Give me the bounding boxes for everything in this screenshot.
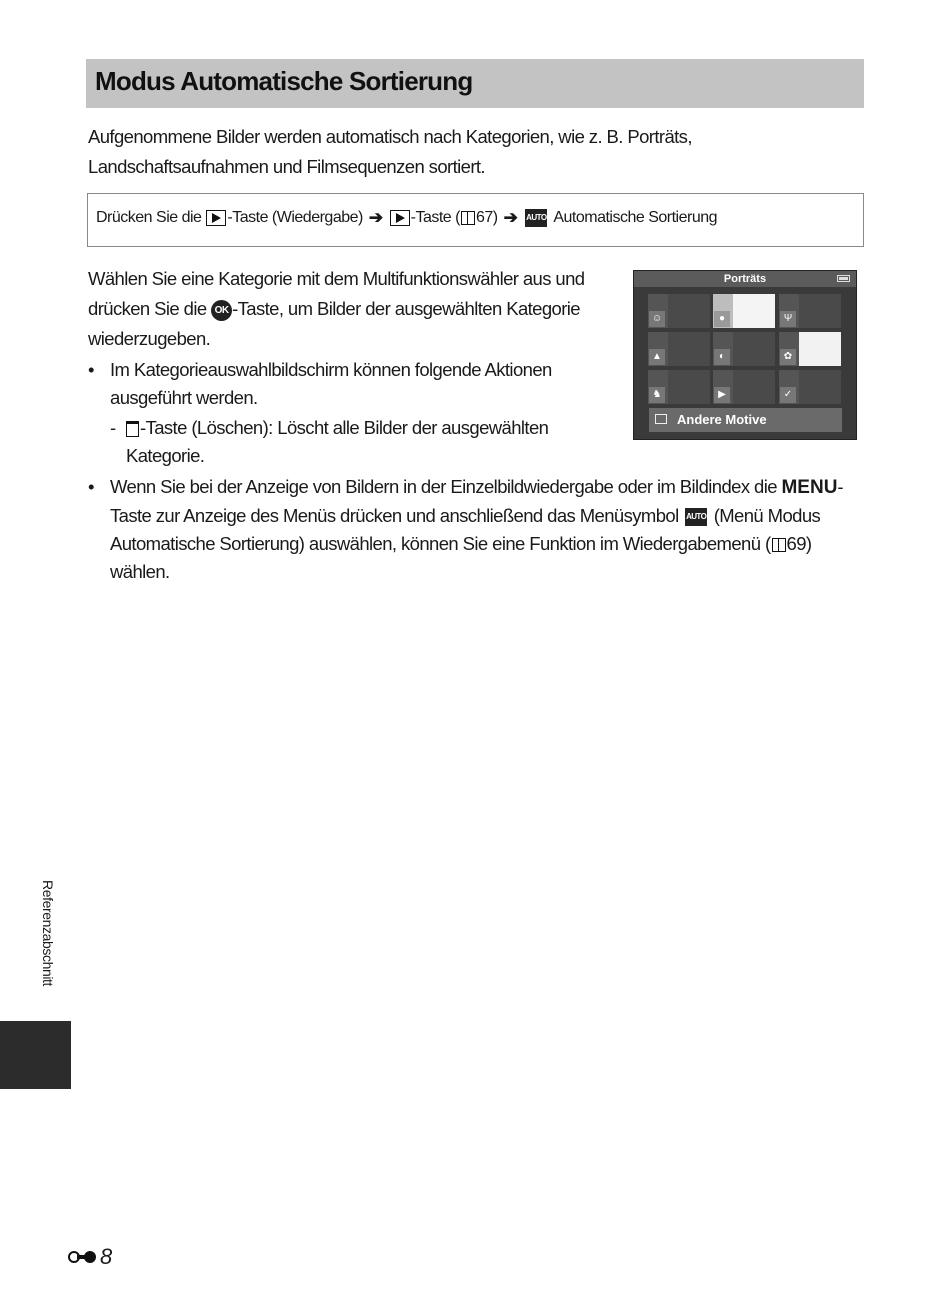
arrow-right-icon: ➔: [503, 208, 518, 227]
page-number: 8: [100, 1244, 113, 1269]
auto-sort-icon: AUTO: [525, 209, 547, 227]
other-scenes-bar: [649, 408, 842, 432]
food-icon: Ψ: [780, 311, 796, 327]
category-cell-pet: [648, 370, 710, 404]
dash-marker: -: [110, 417, 116, 438]
category-cell-portrait: [713, 294, 775, 328]
ok-button-icon: OK: [211, 300, 232, 321]
playback-icon: [390, 210, 410, 226]
dusk-icon: ◐: [714, 349, 730, 365]
path-mode-label: Automatische Sortierung: [553, 209, 718, 226]
section-side-label: Referenzabschnitt: [40, 880, 56, 987]
trash-icon: [126, 421, 139, 437]
bullet-item: [88, 473, 868, 586]
path-key-ref: -Taste (: [410, 209, 460, 226]
landscape-icon: ▲: [649, 349, 665, 365]
reference-book-icon: [461, 211, 475, 225]
movie-icon: ▶: [714, 387, 730, 403]
menu-path-box: [87, 193, 864, 247]
closeup-icon: ✿: [780, 349, 796, 365]
bullet-text: Im Kategorieauswahlbildschirm können folgende Aktionen ausgeführt werden.: [110, 359, 552, 408]
body-text-b: -Taste, um Bilder der ausgewählten Kategorie wiederzugeben.: [88, 298, 580, 349]
path-press: Drücken Sie die: [96, 209, 202, 226]
playback-icon: [206, 210, 226, 226]
category-cell-food: [779, 294, 841, 328]
auto-sort-icon: AUTO: [685, 508, 707, 526]
sub-bullet-item: [110, 414, 580, 470]
bullet-text-a: Wenn Sie bei der Anzeige von Bildern in der Einzelbildwiedergabe oder im Bildindex die: [110, 476, 777, 497]
category-cell-smile: [648, 294, 710, 328]
body-paragraph: [88, 264, 598, 354]
page-footer: [68, 1244, 112, 1270]
screen-header-label: Porträts: [723, 273, 767, 285]
bullet-dot: •: [88, 476, 94, 497]
path-ref-page: 67): [475, 209, 498, 226]
category-cell-closeup: [779, 332, 841, 366]
category-cell-dusk: [713, 332, 775, 366]
bullet-text-c: (Menü Modus Automatische Sortierung) auswählen, können Sie eine Funktion im Wiedergabemenü (: [110, 505, 821, 554]
intro-text: Aufgenommene Bilder werden automatisch nach Kategorien, wie z. B. Porträts, Landschaftsaufnahmen und Filmsequenzen sortiert.: [88, 126, 692, 177]
portrait-icon: ●: [714, 311, 730, 327]
title-bar: [86, 59, 864, 108]
category-cell-retouch: [779, 370, 841, 404]
other-scenes-label: Andere Motive: [677, 412, 767, 427]
body-text-a: Wählen Sie eine Kategorie mit dem Multifunktionswähler aus und drücken Sie die: [88, 268, 585, 319]
reference-book-icon: [772, 538, 786, 552]
bullet-text-b: -Taste zur Anzeige des Menüs drücken und anschließend das Menüsymbol: [110, 476, 843, 526]
pet-icon: ♞: [649, 387, 665, 403]
smile-icon: ☺: [649, 311, 665, 327]
retouch-icon: ✓: [780, 387, 796, 403]
path-playback: -Taste (Wiedergabe): [227, 209, 363, 226]
sub-bullet-text: -Taste (Löschen): Löscht alle Bilder der ausgewählten Kategorie.: [126, 417, 549, 466]
category-cell-movie: [713, 370, 775, 404]
category-cell-landscape: [648, 332, 710, 366]
bullet-text-d: 69) wählen.: [110, 533, 812, 582]
reference-section-icon: [68, 1249, 98, 1265]
bullet-item: [88, 356, 608, 412]
section-tab-marker: [0, 1021, 71, 1089]
screen-header: [634, 271, 856, 287]
other-scenes-icon: [655, 414, 667, 424]
page-title: Modus Automatische Sortierung: [95, 66, 473, 96]
camera-screen-illustration: [633, 270, 857, 440]
battery-icon: [837, 275, 850, 282]
menu-button-icon: MENU: [781, 477, 838, 498]
arrow-right-icon: ➔: [368, 208, 383, 227]
bullet-dot: •: [88, 359, 94, 380]
